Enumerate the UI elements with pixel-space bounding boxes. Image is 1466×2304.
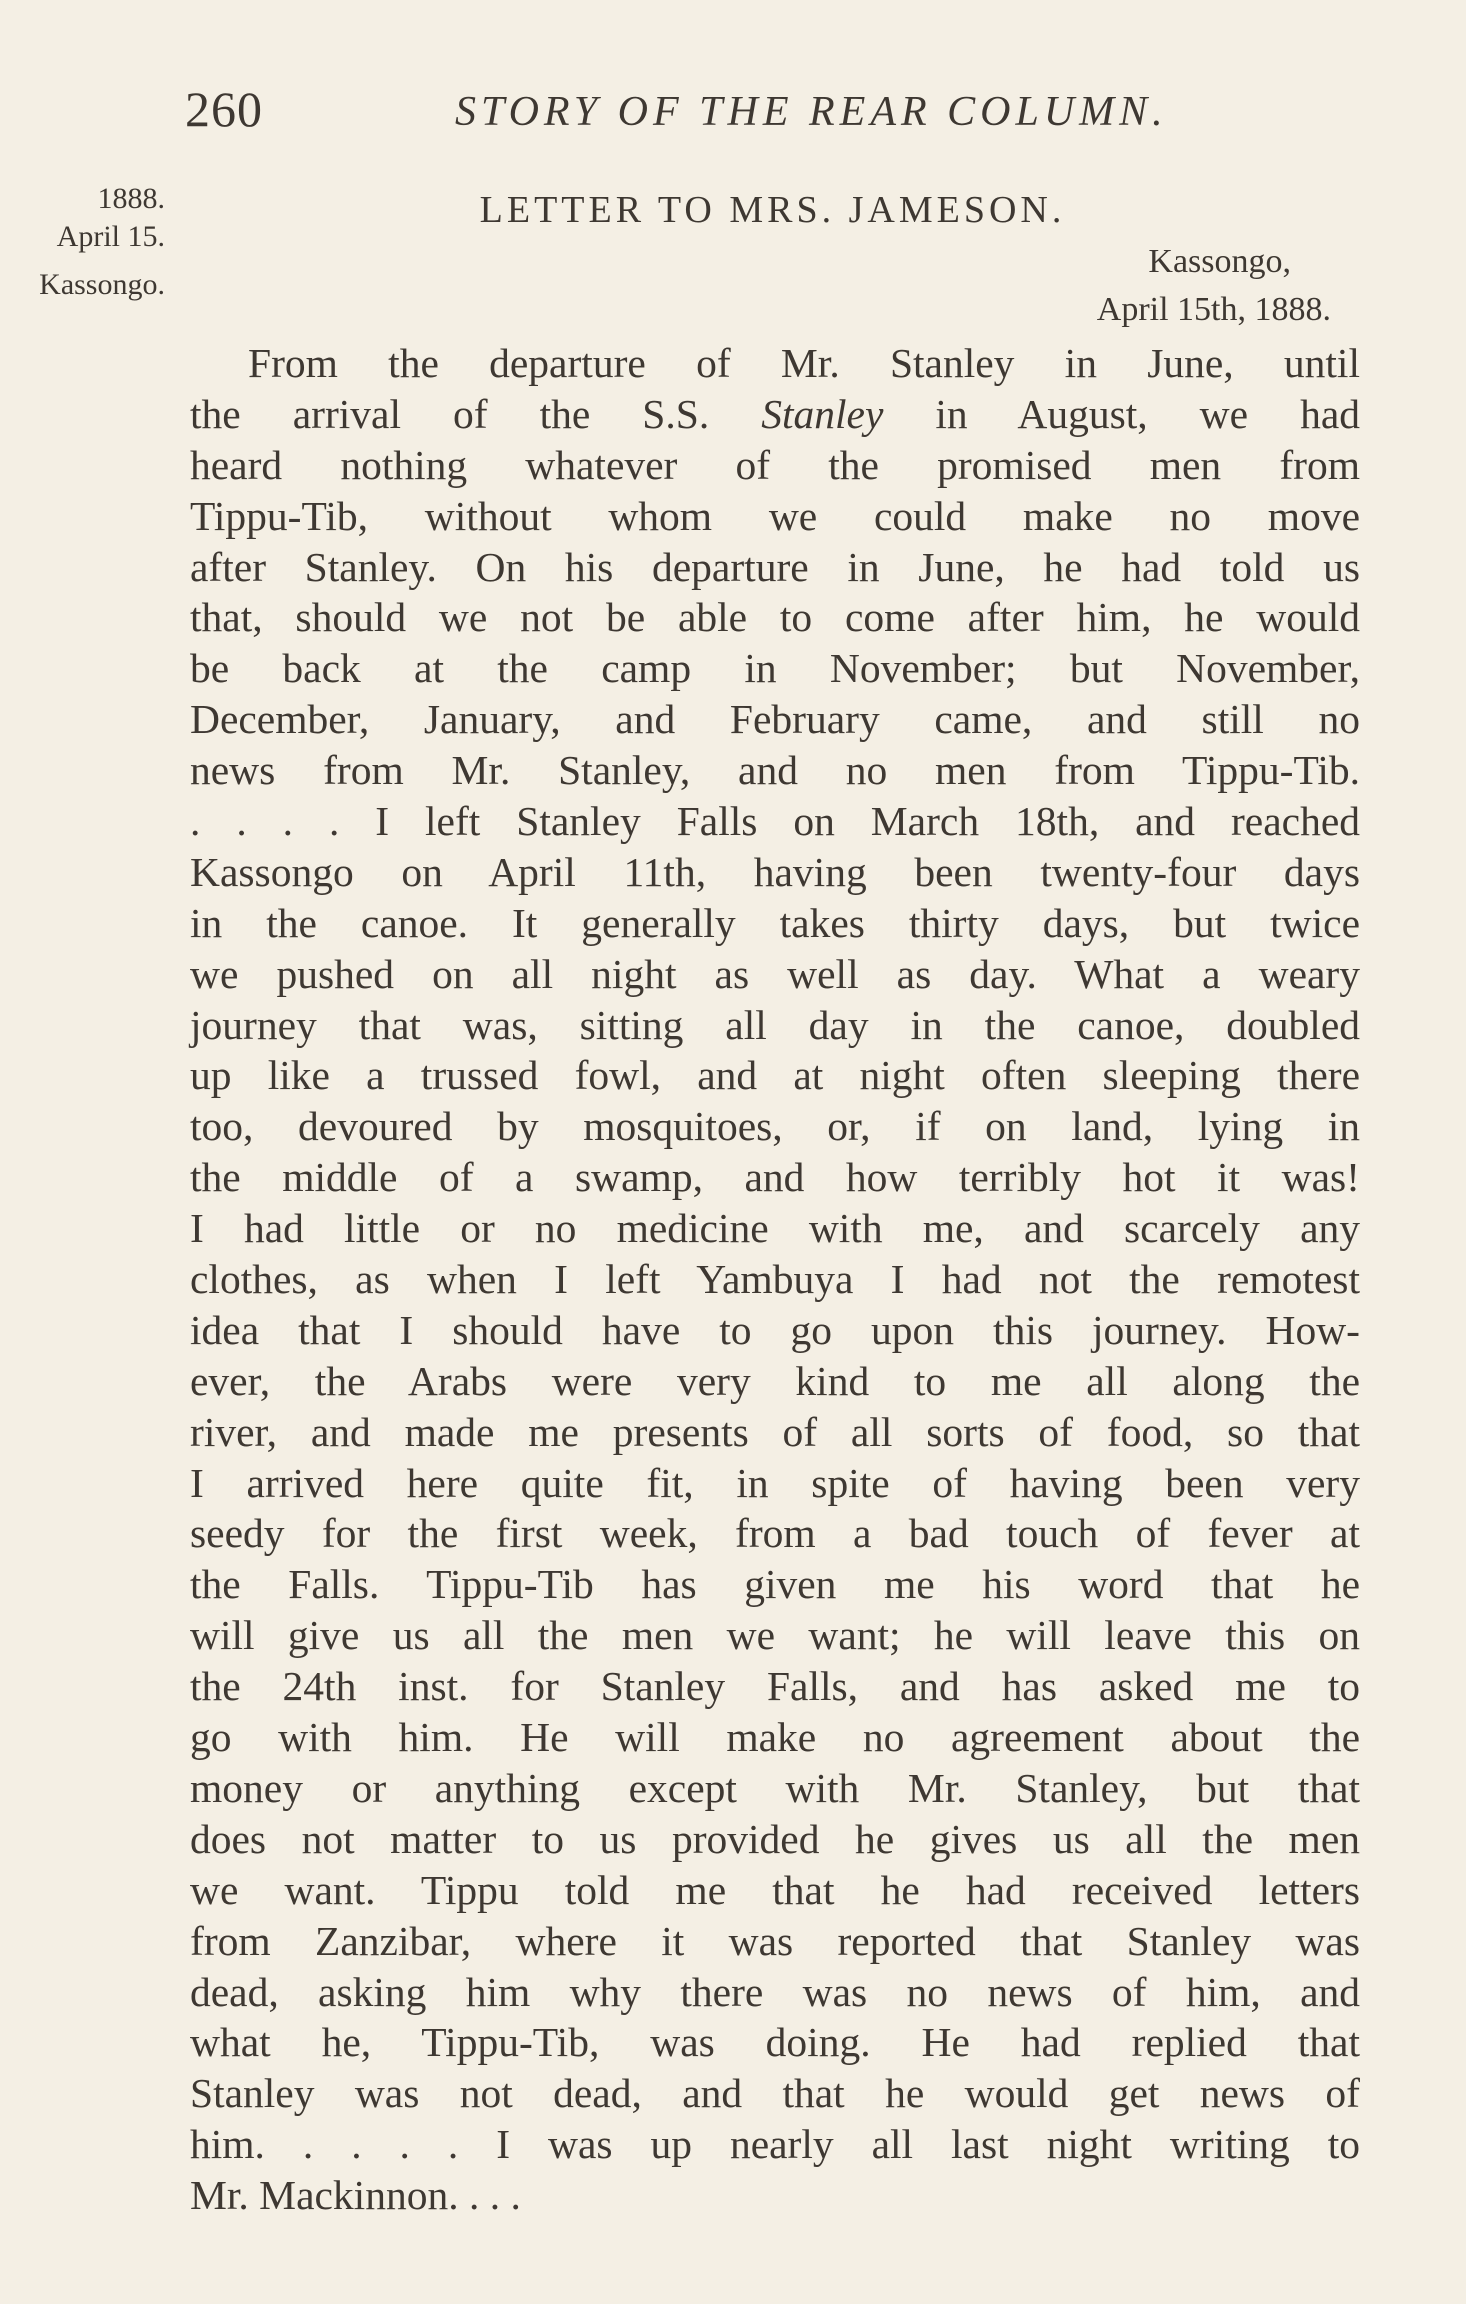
body-line [190, 338, 1360, 389]
letter-place: Kassongo, [1148, 243, 1291, 280]
body-line [190, 389, 1360, 440]
body-line-text: seedy for the first week, from a bad touch of fever at [190, 1510, 1360, 1557]
body-line [190, 1050, 1360, 1101]
body-line-text: I had little or no medicine with me, and scarcely any [190, 1205, 1360, 1252]
body-line-text: news from Mr. Stanley, and no men from Tippu-Tib. [190, 747, 1360, 794]
body-line-text: up like a trussed fowl, and at night often sleeping there [190, 1052, 1360, 1099]
body-line [190, 1661, 1360, 1712]
body-line [190, 1916, 1360, 1967]
body-line [190, 847, 1360, 898]
body-line [190, 491, 1360, 542]
body-line-text: heard nothing whatever of the promised men from [190, 441, 1360, 488]
body-line [190, 1559, 1360, 1610]
body-line [190, 1508, 1360, 1559]
body-line-text: what he, Tippu-Tib, was doing. He had replied that [190, 2019, 1360, 2066]
body-line-text: From the departure of Mr. Stanley in June, until [248, 340, 1360, 386]
body-line [190, 542, 1360, 593]
body-line-text: clothes, as when I left Yambuya I had not the remotest [190, 1256, 1360, 1303]
body-line-text: that, should we not be able to come after him, he would [190, 594, 1360, 641]
body-line [190, 2119, 1360, 2170]
body-line-text: from Zanzibar, where it was reported that Stanley was [190, 1917, 1360, 1964]
body-line [190, 1814, 1360, 1865]
body-line [190, 949, 1360, 1000]
body-line [190, 2017, 1360, 2068]
body-line-text: I arrived here quite fit, in spite of having been very [190, 1459, 1360, 1506]
body-line [190, 745, 1360, 796]
body-line [190, 1967, 1360, 2018]
body-line-text: Kassongo on April 11th, having been twenty-four days [190, 848, 1360, 895]
body-line-text: in the canoe. It generally takes thirty days, but twice [190, 899, 1360, 946]
body-line-text: does not matter to us provided he gives us all the men [190, 1815, 1360, 1862]
body-line-text: the middle of a swamp, and how terribly hot it was! [190, 1154, 1360, 1201]
body-line [190, 1865, 1360, 1916]
body-line [190, 2068, 1360, 2119]
body-line-text: in August, we had [883, 390, 1361, 437]
body-line [190, 1610, 1360, 1661]
body-line [190, 694, 1360, 745]
body-line-text: Tippu-Tib, without whom we could make no move [190, 492, 1360, 539]
body-line [190, 796, 1360, 847]
body-line [190, 592, 1360, 643]
body-line-text: Mr. Mackinnon. . . . [190, 2172, 521, 2219]
body-line-text: journey that was, sitting all day in the canoe, doubled [190, 1001, 1360, 1048]
body-line-text: . . . . I left Stanley Falls on March 18th, and reached [190, 798, 1360, 845]
margin-date: April 15. [56, 220, 165, 253]
page-number: 260 [185, 81, 263, 137]
body-line [190, 1407, 1360, 1458]
body-line-text: go with him. He will make no agreement about the [190, 1714, 1360, 1761]
margin-year: 1888. [97, 182, 165, 215]
body-line-text: money or anything except with Mr. Stanley, but that [190, 1764, 1360, 1811]
letter-place-date [1097, 238, 1331, 334]
body-line-text: we want. Tippu told me that he had received letters [190, 1866, 1360, 1913]
page-header [185, 80, 1360, 150]
body-line-text: him. . . . . I was up nearly all last night writing to [190, 2121, 1360, 2168]
margin-place: Kassongo. [39, 268, 165, 301]
body-line-text: be back at the camp in November; but November, [190, 645, 1360, 692]
body-line-text: ever, the Arabs were very kind to me all along the [190, 1357, 1360, 1404]
body-line-text: the Falls. Tippu-Tib has given me his word that he [190, 1561, 1360, 1608]
body-line [190, 1305, 1360, 1356]
body-line [190, 1356, 1360, 1407]
body-line [190, 1152, 1360, 1203]
body-line [190, 1203, 1360, 1254]
body-line [190, 1712, 1360, 1763]
body-line [190, 1763, 1360, 1814]
body-line [190, 898, 1360, 949]
body-line-text: will give us all the men we want; he will leave this on [190, 1612, 1360, 1659]
body-line-text: idea that I should have to go upon this journey. How- [190, 1306, 1360, 1353]
body-line-text: the arrival of the S.S. [190, 390, 762, 437]
body-line-text: after Stanley. On his departure in June, he had told us [190, 543, 1360, 590]
letter-heading: LETTER TO MRS. JAMESON. [479, 189, 1066, 231]
body-line [190, 440, 1360, 491]
letter-date: April 15th, 1888. [1096, 291, 1331, 328]
letter-body [190, 338, 1360, 2221]
body-line [190, 1458, 1360, 1509]
body-line-italic: Stanley [761, 390, 884, 437]
body-line [190, 1000, 1360, 1051]
body-line-text: the 24th inst. for Stanley Falls, and has asked me to [190, 1663, 1360, 1710]
body-line-text: we pushed on all night as well as day. What a weary [190, 950, 1360, 997]
running-title: STORY OF THE REAR COLUMN. [455, 89, 1168, 135]
body-line [190, 643, 1360, 694]
body-line-text: Stanley was not dead, and that he would get news of [190, 2070, 1360, 2117]
body-line [190, 1101, 1360, 1152]
body-line-text: river, and made me presents of all sorts of food, so that [190, 1408, 1360, 1455]
body-line [190, 2170, 1360, 2221]
body-line [190, 1254, 1360, 1305]
body-line-text: too, devoured by mosquitoes, or, if on land, lying in [190, 1103, 1360, 1150]
body-line-text: dead, asking him why there was no news of him, and [190, 1968, 1360, 2015]
body-line-text: December, January, and February came, and still no [190, 696, 1360, 743]
margin-note [15, 180, 165, 304]
